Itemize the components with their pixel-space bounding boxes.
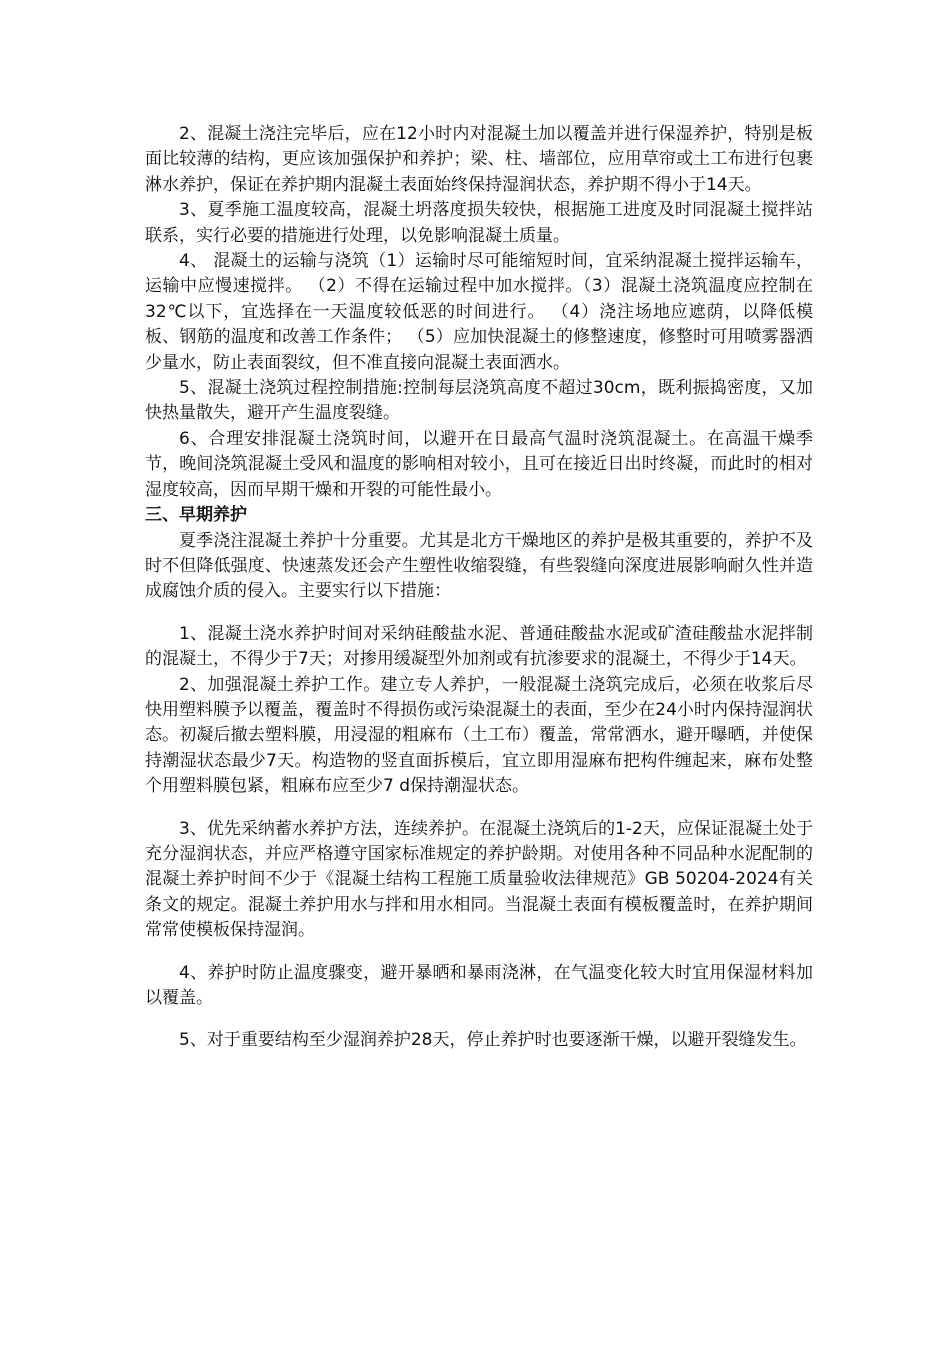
care-item-4: 4、养护时防止温度骤变，避开暴晒和暴雨浇淋，在气温变化较大时宜用保湿材料加以覆盖。 <box>145 962 813 1008</box>
paragraph-item-3: 3、夏季施工温度较高，混凝土坍落度损失较快，根据施工进度及时同混凝土搅拌站联系，实行必要的措施进行处理，以免影响混凝土质量。 <box>145 200 813 246</box>
section-heading: 三、早期养护 <box>145 505 247 526</box>
paragraph-item-5: 5、混凝土浇筑过程控制措施:控制每层浇筑高度不超过30cm，既利振捣密度，又加快热量散失，避开产生温度裂缝。 <box>145 378 813 424</box>
section-intro: 夏季浇注混凝土养护十分重要。尤其是北方干燥地区的养护是极其重要的，养护不及时不但降低强度、快速蒸发还会产生塑性收缩裂缝，有些裂缝向深度进展影响耐久性并造成腐蚀介质的侵入。主要实行以下措施： <box>145 530 813 602</box>
care-item-2: 2、加强混凝土养护工作。建立专人养护，一般混凝土浇筑完成后，必须在收浆后尽快用塑料膜予以覆盖，覆盖时不得损伤或污染混凝土的表面，至少在24小时内保持湿润状态。初凝后撤去塑料膜，用浸湿的粗麻布（土工布）覆盖，常常洒水，避开曝晒，并使保持潮湿状态最少7天。构造物的竖直面拆模后，宜立即用湿麻布把构件缠起来，麻布处整个用塑料膜包紧，粗麻布应至少7 d保持潮湿状态。 <box>145 674 813 797</box>
paragraph-item-4: 4、 混凝土的运输与浇筑（1）运输时尽可能缩短时间，宜采纳混凝土搅拌运输车，运输中应慢速搅拌。 （2）不得在运输过程中加水搅拌。（3）混凝土浇筑温度应控制在32℃以下，宜选择在一天温度较低恶的时间进行。 （4）浇注场地应遮荫，以降低模板、钢筋的温度和改善工作条件； （5）应加快混凝土的修整速度，修整时可用喷雾器洒少量水，防止表面裂纹，但不准直接向混凝土表面洒水。 <box>145 251 813 373</box>
care-item-1: 1、混凝土浇水养护时间对采纳硅酸盐水泥、普通硅酸盐水泥或矿渣硅酸盐水泥拌制的混凝土，不得少于7天；对掺用缓凝型外加剂或有抗渗要求的混凝土，不得少于14天。 <box>145 623 813 670</box>
paragraph-item-2: 2、混凝土浇注完毕后，应在12小时内对混凝土加以覆盖并进行保湿养护，特别是板面比较薄的结构，更应该加强保护和养护；梁、柱、墙部位，应用草帘或土工布进行包裹淋水养护，保证在养护期内混凝土表面始终保持湿润状态，养护期不得小于14天。 <box>145 124 813 195</box>
care-item-3: 3、优先采纳蓄水养护方法，连续养护。在混凝土浇筑后的1-2天，应保证混凝土处于充分湿润状态，并应严格遵守国家标准规定的养护龄期。对使用各种不同品种水泥配制的混凝土养护时间不少于《混凝土结构工程施工质量验收法律规范》GB 50204-2024有关条文的规定。混凝土养护用水与拌和用水相同。当混凝土表面有模板覆盖时，在养护期间常常使模板保持湿润。 <box>145 818 813 941</box>
document-body <box>145 122 813 1054</box>
care-item-5: 5、对于重要结构至少湿润养护28天，停止养护时也要逐渐干燥，以避开裂缝发生。 <box>179 1030 807 1051</box>
paragraph-item-6: 6、合理安排混凝土浇筑时间，以避开在日最高气温时浇筑混凝土。在高温干燥季节，晚间浇筑混凝土受风和温度的影响相对较小，且可在接近日出时终凝，而此时的相对湿度较高，因而早期干燥和开裂的可能性最小。 <box>145 428 813 500</box>
